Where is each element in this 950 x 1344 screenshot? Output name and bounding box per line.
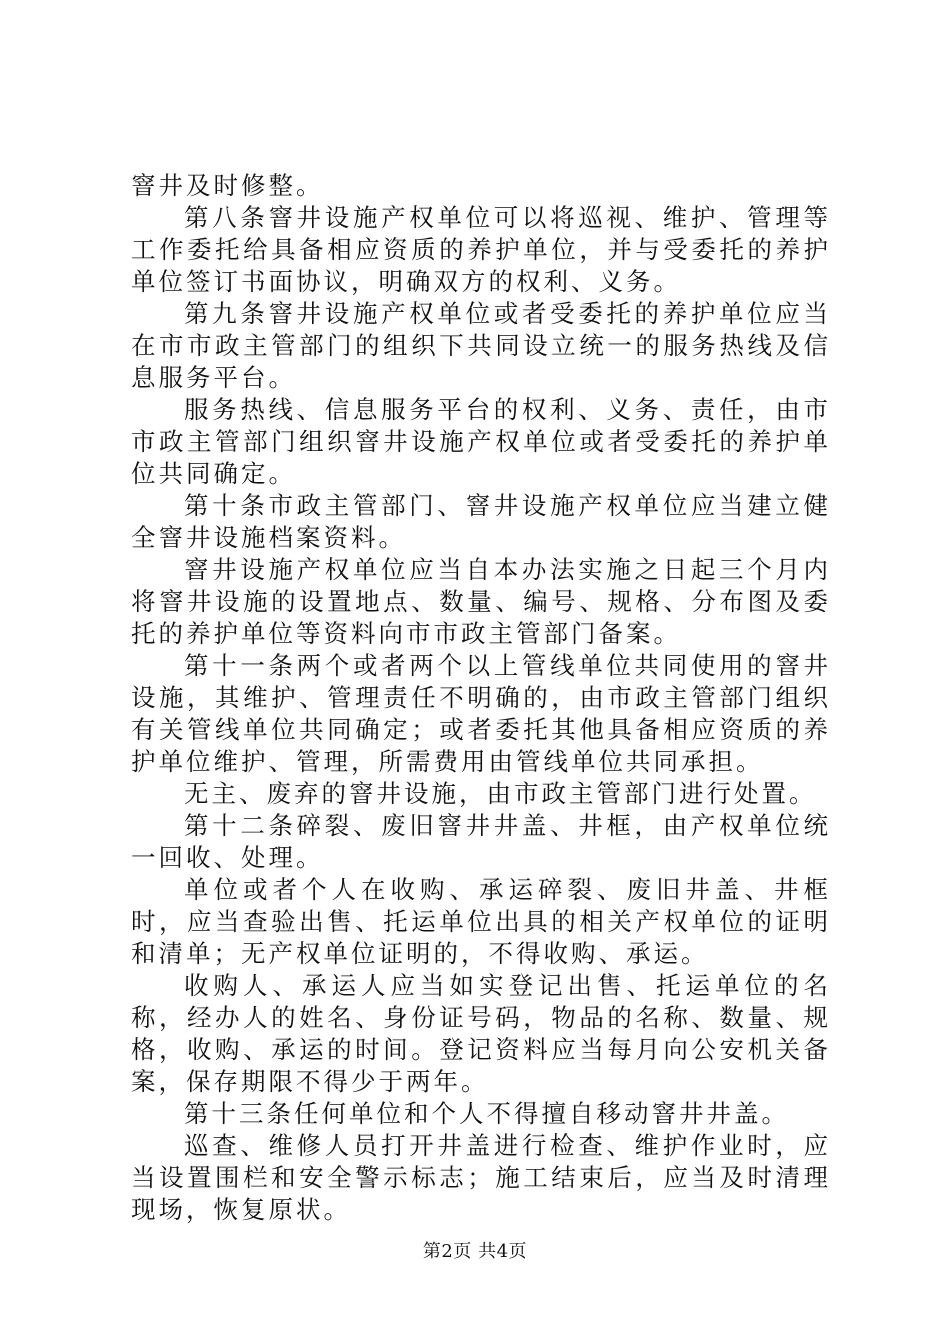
- paragraph: 第九条窨井设施产权单位或者受委托的养护单位应当在市市政主管部门的组织下共同设立统一的服务热线及信息服务平台。: [131, 299, 831, 392]
- page-footer: 第2页 共4页: [422, 1241, 528, 1262]
- paragraph: 第八条窨井设施产权单位可以将巡视、维护、管理等工作委托给具备相应资质的养护单位，并与受委托的养护单位签订书面协议，明确双方的权利、义务。: [131, 203, 831, 296]
- paragraph: 巡查、维修人员打开井盖进行检查、维护作业时，应当设置围栏和安全警示标志；施工结束后，应当及时清理现场，恢复原状。: [131, 1131, 831, 1224]
- paragraph: 服务热线、信息服务平台的权利、义务、责任，由市市政主管部门组织窨井设施产权单位或者受委托的养护单位共同确定。: [131, 395, 831, 488]
- paragraph: 窨井及时修整。: [131, 171, 324, 200]
- paragraph: 窨井设施产权单位应当自本办法实施之日起三个月内将窨井设施的设置地点、数量、编号、规格、分布图及委托的养护单位等资料向市市政主管部门备案。: [131, 555, 831, 648]
- paragraph: 第十三条任何单位和个人不得擅自移动窨井井盖。: [184, 1099, 789, 1128]
- paragraph: 第十二条碎裂、废旧窨井井盖、井框，由产权单位统一回收、处理。: [131, 811, 831, 872]
- paragraph: 无主、废弃的窨井设施，由市政主管部门进行处置。: [184, 779, 817, 808]
- paragraph: 收购人、承运人应当如实登记出售、托运单位的名称，经办人的姓名、身份证号码，物品的名称、数量、规格，收购、承运的时间。登记资料应当每月向公安机关备案，保存期限不得少于两年。: [131, 971, 831, 1096]
- paragraph: 第十一条两个或者两个以上管线单位共同使用的窨井设施，其维护、管理责任不明确的，由市政主管部门组织有关管线单位共同确定；或者委托其他具备相应资质的养护单位维护、管理，所需费用由管线单位共同承担。: [131, 651, 831, 776]
- paragraph: 单位或者个人在收购、承运碎裂、废旧井盖、井框时，应当查验出售、托运单位出具的相关产权单位的证明和清单；无产权单位证明的，不得收购、承运。: [131, 875, 831, 968]
- document-body: [131, 170, 831, 1226]
- paragraph: 第十条市政主管部门、窨井设施产权单位应当建立健全窨井设施档案资料。: [131, 491, 831, 552]
